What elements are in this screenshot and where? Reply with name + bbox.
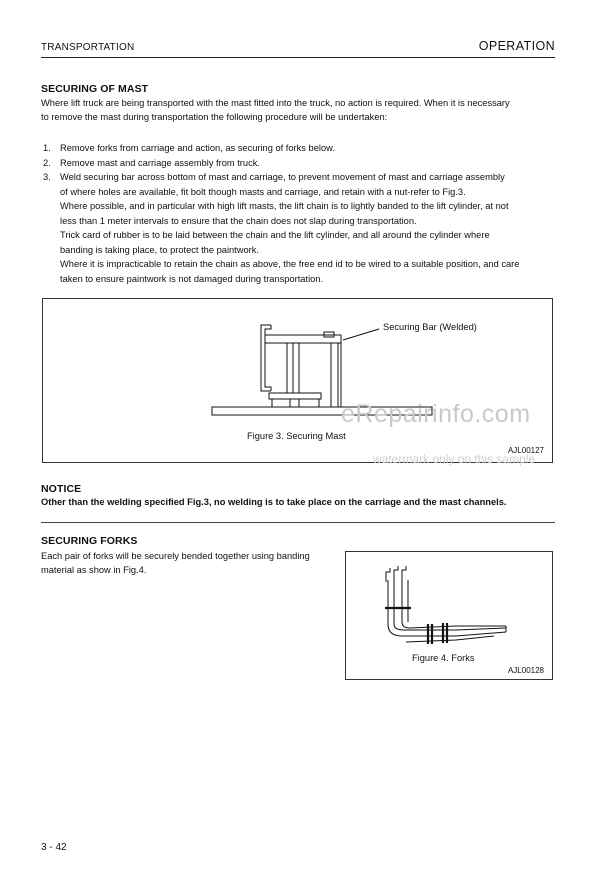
header-chapter-title: OPERATION <box>478 39 555 53</box>
watermark-note: watermark only on this sample <box>373 452 536 466</box>
step-line: of where holes are available, fit bolt though masts and carriage, and retain with a nut-refer to Fig.3. <box>60 186 466 197</box>
figure-3-code: AJL00127 <box>507 446 544 455</box>
step-line: Remove forks from carriage and action, as securing of forks below. <box>60 143 335 153</box>
notice-text: Other than the welding specified Fig.3, no welding is to take place on the carriage and the mast channels. <box>41 497 507 507</box>
header-divider <box>41 57 555 58</box>
notice-heading: NOTICE <box>41 483 82 495</box>
figure-4-caption: Figure 4. Forks <box>412 653 475 663</box>
step-number: 3. <box>43 172 51 182</box>
figure-4-box <box>345 551 553 680</box>
forks-line: material as show in Fig.4. <box>41 565 147 576</box>
step-line: Trick card of rubber is to be laid between the chain and the lift cylinder, and all around the cylinder where <box>60 230 490 240</box>
securing-forks-text <box>41 549 341 578</box>
securing-mast-steps <box>41 141 561 286</box>
step-number: 1. <box>43 143 51 153</box>
page-number: 3 - 42 <box>41 842 67 853</box>
header-section-title: TRANSPORTATION <box>41 42 135 53</box>
securing-mast-heading: SECURING OF MAST <box>41 83 149 95</box>
figure-3-box <box>42 298 553 463</box>
watermark-brand: eRepairinfo.com <box>341 400 531 428</box>
forks-line: Each pair of forks will be securely bended together using banding <box>41 551 310 561</box>
securing-forks-heading: SECURING FORKS <box>41 535 138 547</box>
step-line: Weld securing bar across bottom of mast and carriage, to prevent movement of mast and carriage assembly <box>60 172 505 182</box>
figure-4-code: AJL00128 <box>507 666 544 675</box>
figure-3-callout: Securing Bar (Welded) <box>383 322 477 332</box>
intro-line: to remove the mast during transportation the following procedure will be undertaken: <box>41 112 388 123</box>
step-number: 2. <box>43 157 51 168</box>
step-line: Where possible, and in particular with high lift masts, the lift chain is to lightly banded to the lift cylinder, at not <box>60 201 509 211</box>
step-line: banding is taking place, to protect the paintwork. <box>60 244 259 255</box>
figure-3-caption: Figure 3. Securing Mast <box>247 431 346 441</box>
list-item <box>41 170 561 286</box>
intro-line: Where lift truck are being transported with the mast fitted into the truck, no action is required. When it is necessary <box>41 98 510 108</box>
step-line: taken to ensure paintwork is not damaged during transportation. <box>60 273 324 284</box>
list-item <box>41 156 561 171</box>
step-line: Remove mast and carriage assembly from truck. <box>60 157 260 168</box>
section-divider <box>41 522 555 523</box>
list-item <box>41 141 561 156</box>
step-line: less than 1 meter intervals to ensure that the chain does not slap during transportation. <box>60 215 417 226</box>
step-line: Where it is impracticable to retain the chain as above, the free end id to be wired to a suitable position, and care <box>60 259 520 269</box>
securing-mast-intro <box>41 96 566 125</box>
